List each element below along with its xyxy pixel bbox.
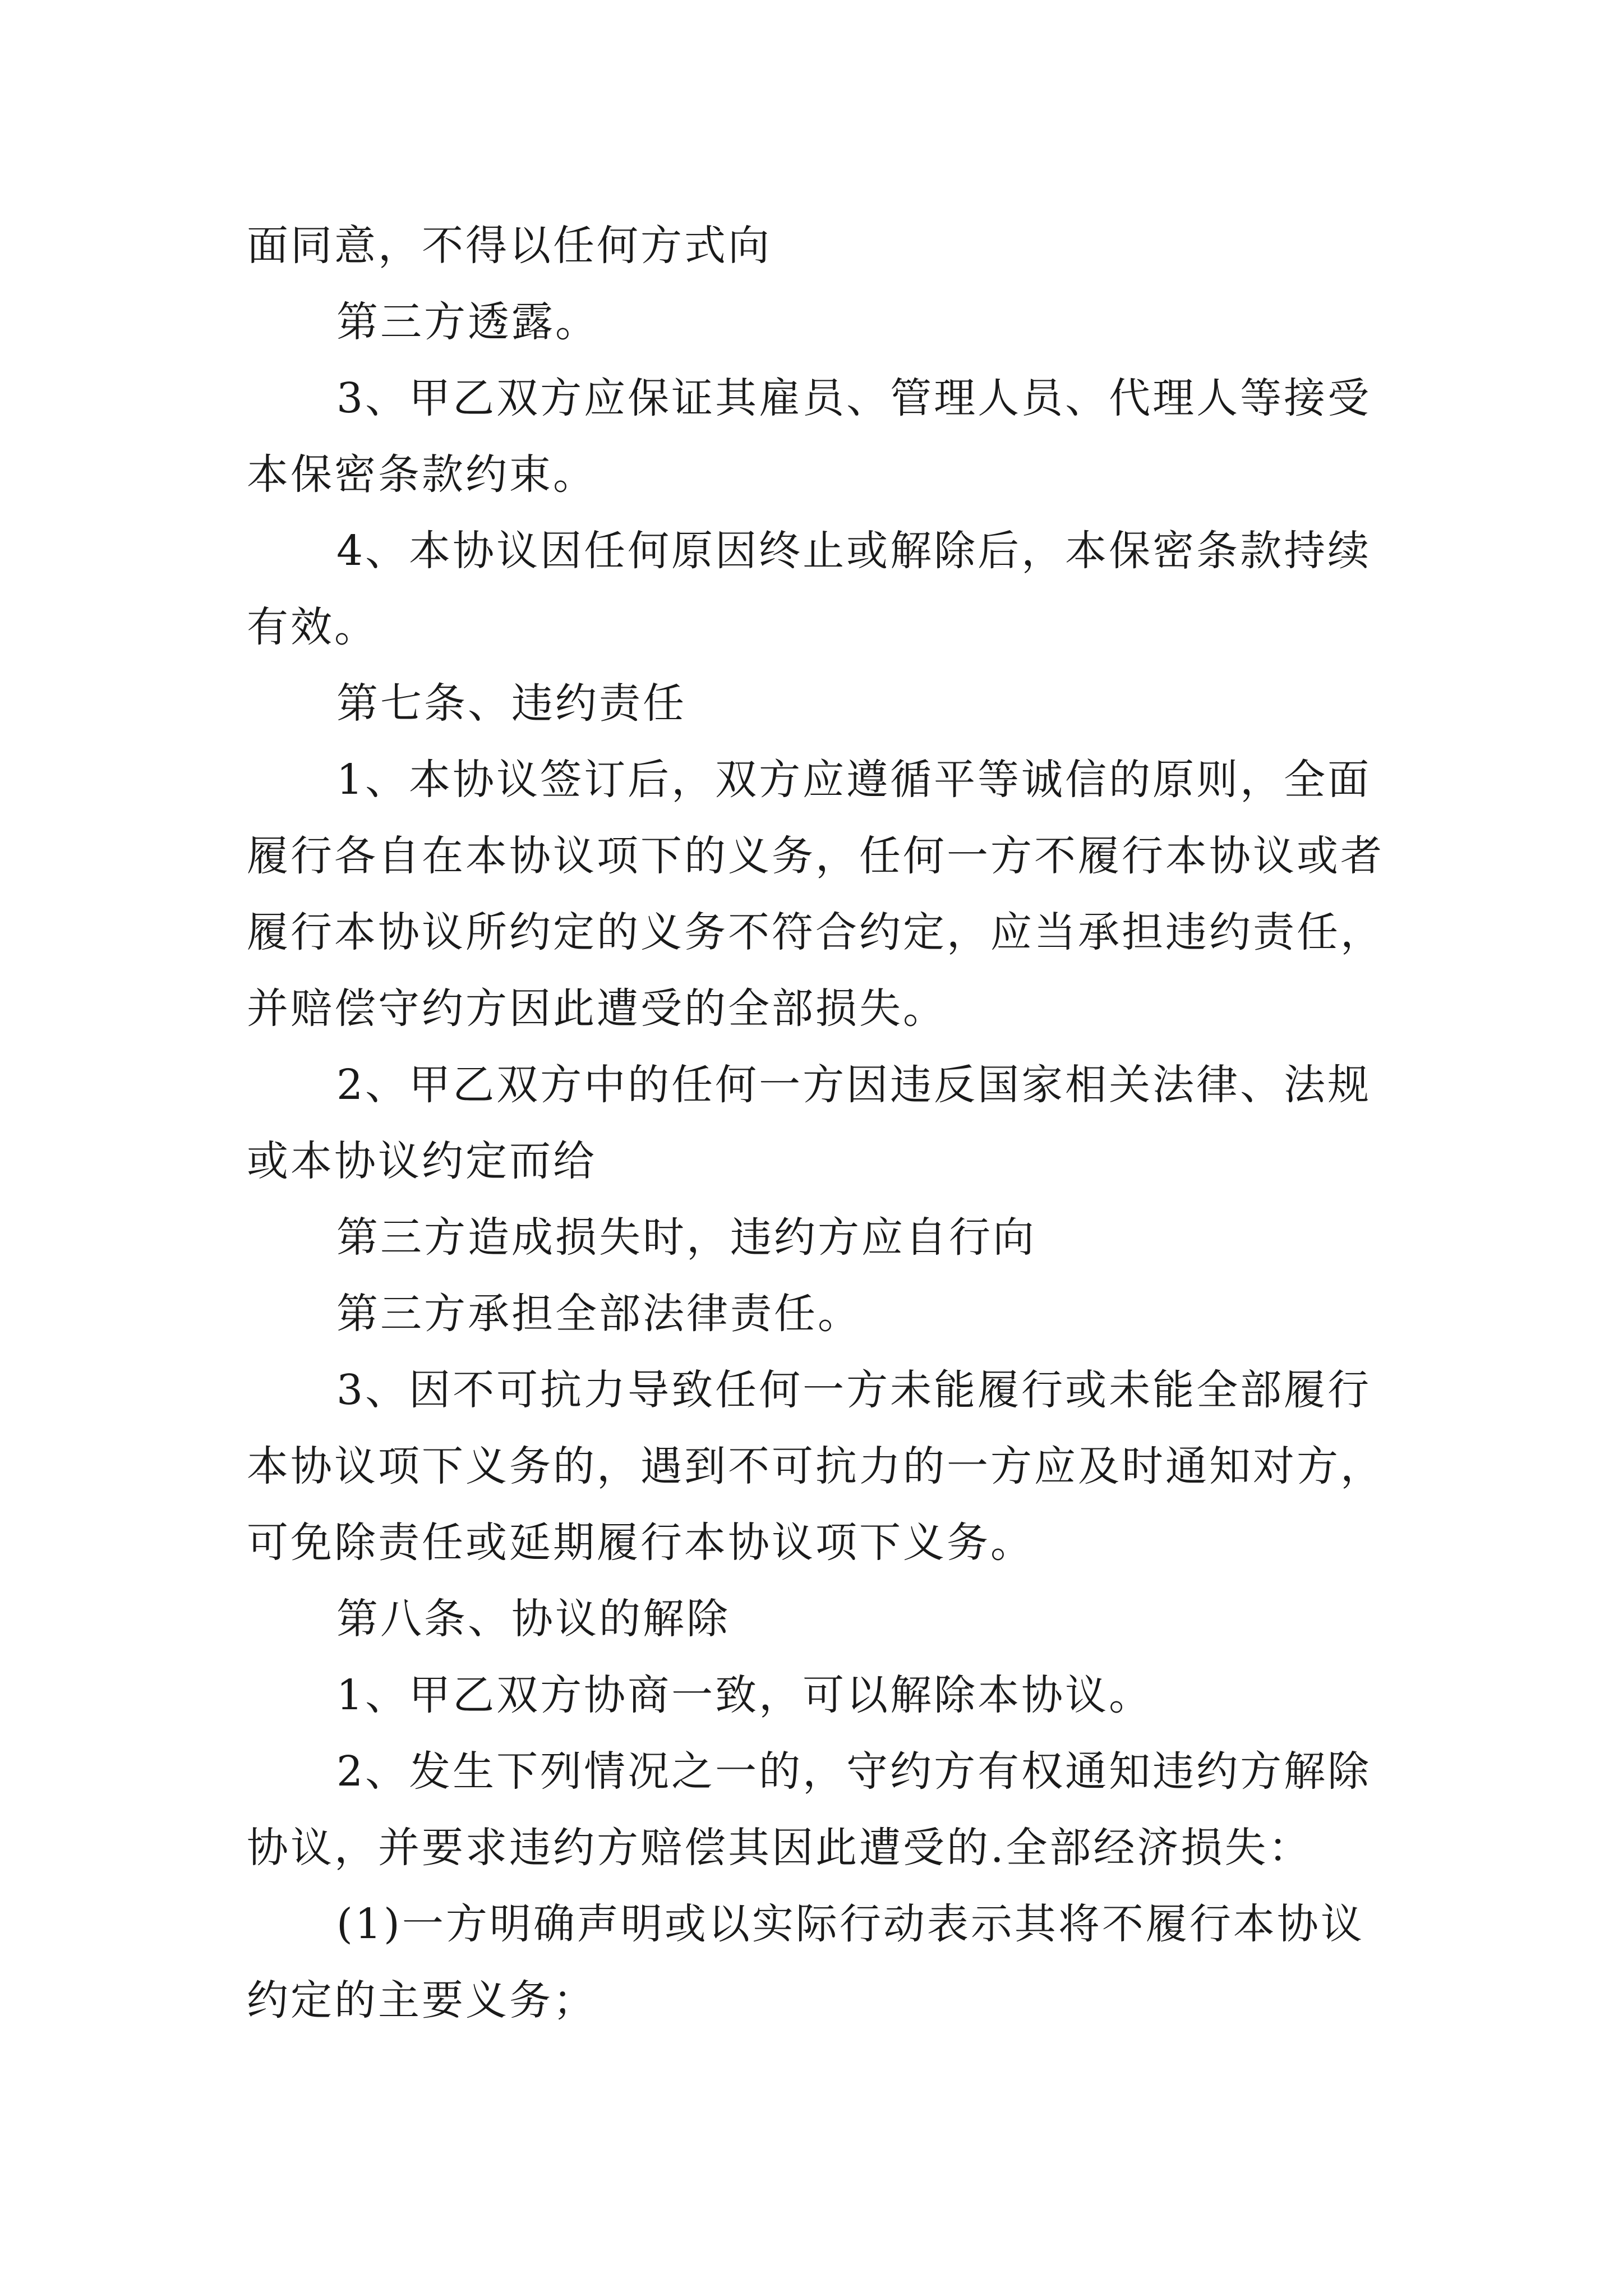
document-text-line: 1、本协议签订后，双方应遵循平等诚信的原则，全面 [336,756,1372,804]
document-text-line: 面同意，不得以任何方式向 [247,222,772,270]
document-text-line: 或本协议约定而给 [247,1137,597,1185]
document-text-line: 可免除责任或延期履行本协议项下义务。 [247,1519,1034,1567]
document-page [247,208,1391,2039]
document-text-line: 1、甲乙双方协商一致，可以解除本协议。 [336,1671,1153,1719]
document-text-line: 4、本协议因任何原因终止或解除后，本保密条款持续 [336,527,1372,575]
document-text-line: 并赔偿守约方因此遭受的全部损失。 [247,984,947,1033]
document-text-line: 第七条、违约责任 [336,679,686,728]
document-text-line: 约定的主要义务； [247,1976,597,2024]
document-text-line: 3、因不可抗力导致任何一方未能履行或未能全部履行 [336,1366,1372,1414]
document-text-line: 本保密条款约束。 [247,450,597,499]
document-text-line: 履行各自在本协议项下的义务，任何一方不履行本协议或者 [247,832,1384,880]
document-text-line: (1)一方明确声明或以实际行动表示其将不履行本协议 [336,1900,1364,1948]
document-text-line: 有效。 [247,603,378,651]
document-text-line: 本协议项下义务的，遇到不可抗力的一方应及时通知对方， [247,1442,1384,1490]
document-text-line: 2、甲乙双方中的任何一方因违反国家相关法律、法规 [336,1061,1372,1109]
document-text-line: 第八条、协议的解除 [336,1595,730,1643]
document-text-line: 3、甲乙双方应保证其雇员、管理人员、代理人等接受 [336,374,1372,422]
document-text-line: 2、发生下列情况之一的，守约方有权通知违约方解除 [336,1747,1372,1796]
document-text-line: 履行本协议所约定的义务不符合约定，应当承担违约责任， [247,908,1384,956]
document-text-line: 第三方承担全部法律责任。 [336,1290,861,1338]
document-text-line: 第三方造成损失时，违约方应自行向 [336,1213,1036,1262]
document-text-line: 第三方透露。 [336,298,599,346]
document-text-line: 协议，并要求违约方赔偿其因此遭受的.全部经济损失： [247,1824,1312,1872]
